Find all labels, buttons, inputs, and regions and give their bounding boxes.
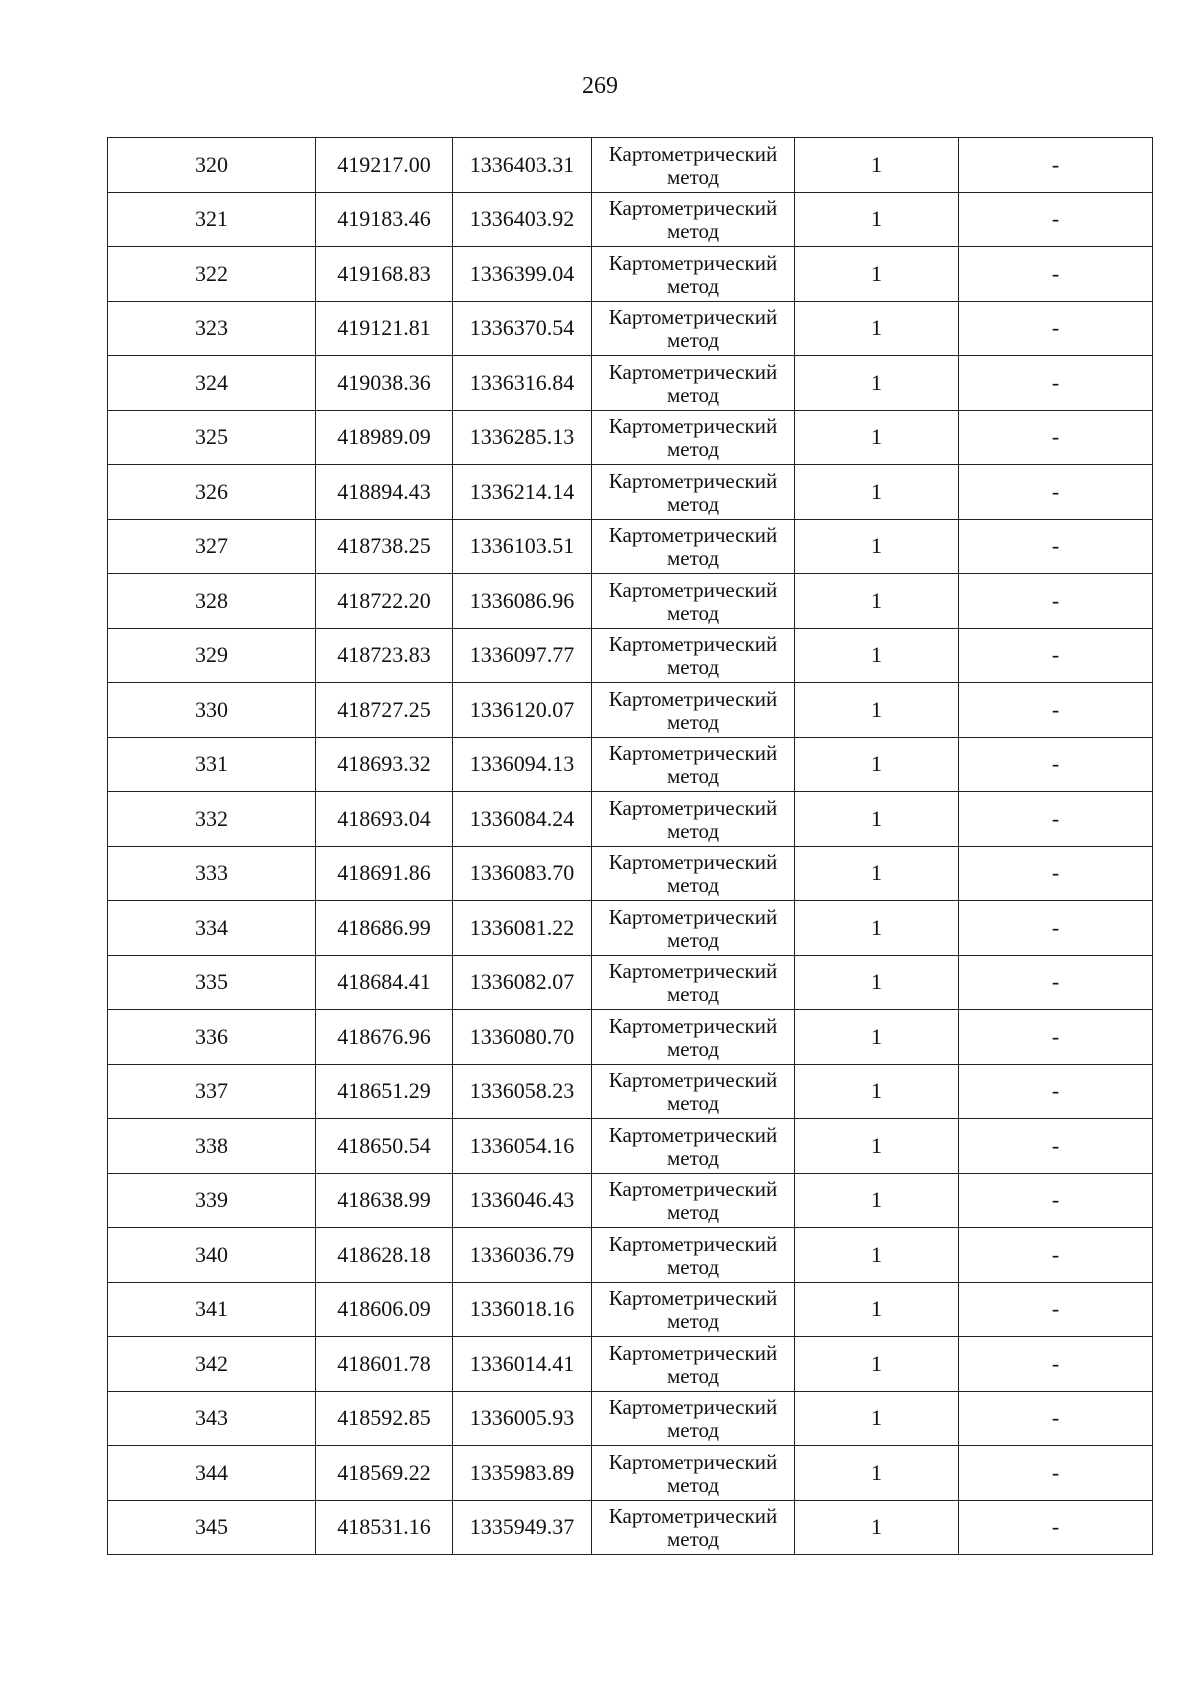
note-cell: - [959,1173,1153,1228]
y-coordinate-cell: 1336036.79 [453,1228,592,1283]
y-coordinate-cell: 1336018.16 [453,1282,592,1337]
coordinates-table-body [108,138,1153,1555]
method-cell [592,356,795,411]
table-row [108,683,1153,738]
note-cell: - [959,356,1153,411]
y-coordinate-cell: 1336214.14 [453,465,592,520]
method-cell [592,955,795,1010]
point-number-cell: 338 [108,1119,316,1174]
note-cell: - [959,1282,1153,1337]
coordinates-table [107,137,1153,1555]
accuracy-cell: 1 [795,737,959,792]
note-cell: - [959,1064,1153,1119]
note-cell: - [959,901,1153,956]
method-cell [592,301,795,356]
note-cell: - [959,683,1153,738]
method-line-2: метод [666,546,720,571]
method-cell [592,1119,795,1174]
point-number-cell: 324 [108,356,316,411]
y-coordinate-cell: 1336285.13 [453,410,592,465]
point-number-cell: 336 [108,1010,316,1065]
method-cell [592,247,795,302]
note-cell: - [959,1119,1153,1174]
table-row [108,737,1153,792]
method-line-2: метод [666,1200,720,1225]
method-line-1: Картометрический [608,850,778,875]
y-coordinate-cell: 1336058.23 [453,1064,592,1119]
accuracy-cell: 1 [795,901,959,956]
table-row [108,1500,1153,1555]
method-cell [592,628,795,683]
method-line-1: Картометрический [608,959,778,984]
method-cell [592,1173,795,1228]
method-line-1: Картометрический [608,250,778,275]
x-coordinate-cell: 418989.09 [316,410,453,465]
method-line-2: метод [666,491,720,516]
point-number-cell: 341 [108,1282,316,1337]
method-cell [592,1010,795,1065]
accuracy-cell: 1 [795,683,959,738]
table-row [108,1228,1153,1283]
point-number-cell: 342 [108,1337,316,1392]
accuracy-cell: 1 [795,846,959,901]
note-cell: - [959,792,1153,847]
note-cell: - [959,1446,1153,1501]
x-coordinate-cell: 418723.83 [316,628,453,683]
x-coordinate-cell: 418684.41 [316,955,453,1010]
method-cell [592,519,795,574]
method-line-2: метод [666,1472,720,1497]
x-coordinate-cell: 418686.99 [316,901,453,956]
method-line-2: метод [666,982,720,1007]
method-cell [592,192,795,247]
method-line-1: Картометрический [608,1231,778,1256]
method-cell [592,410,795,465]
note-cell: - [959,519,1153,574]
note-cell: - [959,574,1153,629]
accuracy-cell: 1 [795,192,959,247]
method-line-1: Картометрический [608,741,778,766]
y-coordinate-cell: 1336399.04 [453,247,592,302]
method-line-2: метод [666,1145,720,1170]
method-line-2: метод [666,873,720,898]
x-coordinate-cell: 418638.99 [316,1173,453,1228]
y-coordinate-cell: 1336120.07 [453,683,592,738]
method-line-2: метод [666,600,720,625]
table-row [108,628,1153,683]
point-number-cell: 340 [108,1228,316,1283]
x-coordinate-cell: 418676.96 [316,1010,453,1065]
accuracy-cell: 1 [795,138,959,193]
table-row [108,1064,1153,1119]
accuracy-cell: 1 [795,247,959,302]
table-row [108,138,1153,193]
point-number-cell: 322 [108,247,316,302]
method-line-1: Картометрический [608,1449,778,1474]
method-line-1: Картометрический [608,1013,778,1038]
table-row [108,574,1153,629]
method-line-1: Картометрический [608,305,778,330]
y-coordinate-cell: 1336094.13 [453,737,592,792]
y-coordinate-cell: 1336046.43 [453,1173,592,1228]
x-coordinate-cell: 418592.85 [316,1391,453,1446]
note-cell: - [959,138,1153,193]
method-cell [592,1282,795,1337]
y-coordinate-cell: 1336014.41 [453,1337,592,1392]
point-number-cell: 345 [108,1500,316,1555]
x-coordinate-cell: 418650.54 [316,1119,453,1174]
method-cell [592,792,795,847]
method-line-2: метод [666,1363,720,1388]
table-row [108,1446,1153,1501]
method-cell [592,737,795,792]
x-coordinate-cell: 418693.04 [316,792,453,847]
x-coordinate-cell: 418531.16 [316,1500,453,1555]
note-cell: - [959,1500,1153,1555]
y-coordinate-cell: 1335949.37 [453,1500,592,1555]
note-cell: - [959,1010,1153,1065]
method-line-1: Картометрический [608,141,778,166]
method-line-1: Картометрический [608,1504,778,1529]
accuracy-cell: 1 [795,1173,959,1228]
method-line-2: метод [666,164,720,189]
y-coordinate-cell: 1336054.16 [453,1119,592,1174]
method-line-1: Картометрический [608,795,778,820]
method-line-2: метод [666,1254,720,1279]
accuracy-cell: 1 [795,1282,959,1337]
method-line-2: метод [666,437,720,462]
accuracy-cell: 1 [795,1337,959,1392]
accuracy-cell: 1 [795,519,959,574]
method-line-1: Картометрический [608,359,778,384]
accuracy-cell: 1 [795,1119,959,1174]
method-line-2: метод [666,1036,720,1061]
accuracy-cell: 1 [795,301,959,356]
accuracy-cell: 1 [795,955,959,1010]
y-coordinate-cell: 1336081.22 [453,901,592,956]
x-coordinate-cell: 419168.83 [316,247,453,302]
table-row [108,1282,1153,1337]
method-cell [592,1446,795,1501]
method-line-1: Картометрический [608,1177,778,1202]
table-row [108,192,1153,247]
x-coordinate-cell: 418894.43 [316,465,453,520]
y-coordinate-cell: 1336370.54 [453,301,592,356]
method-line-1: Картометрический [608,414,778,439]
accuracy-cell: 1 [795,1064,959,1119]
method-line-2: метод [666,709,720,734]
y-coordinate-cell: 1336084.24 [453,792,592,847]
method-line-1: Картометрический [608,904,778,929]
method-cell [592,683,795,738]
y-coordinate-cell: 1336316.84 [453,356,592,411]
x-coordinate-cell: 418651.29 [316,1064,453,1119]
note-cell: - [959,628,1153,683]
method-line-1: Картометрический [608,577,778,602]
page-number: 269 [582,73,618,99]
method-line-1: Картометрический [608,1340,778,1365]
note-cell: - [959,410,1153,465]
point-number-cell: 325 [108,410,316,465]
y-coordinate-cell: 1336083.70 [453,846,592,901]
note-cell: - [959,465,1153,520]
y-coordinate-cell: 1336403.31 [453,138,592,193]
method-line-2: метод [666,1527,720,1552]
method-line-2: метод [666,219,720,244]
method-line-1: Картометрический [608,523,778,548]
x-coordinate-cell: 418738.25 [316,519,453,574]
point-number-cell: 332 [108,792,316,847]
point-number-cell: 329 [108,628,316,683]
table-row [108,955,1153,1010]
x-coordinate-cell: 419121.81 [316,301,453,356]
x-coordinate-cell: 418569.22 [316,1446,453,1501]
method-cell [592,574,795,629]
method-cell [592,846,795,901]
accuracy-cell: 1 [795,628,959,683]
method-line-2: метод [666,764,720,789]
x-coordinate-cell: 418601.78 [316,1337,453,1392]
table-row [108,901,1153,956]
method-line-1: Картометрический [608,1122,778,1147]
note-cell: - [959,301,1153,356]
point-number-cell: 321 [108,192,316,247]
method-line-1: Картометрический [608,686,778,711]
method-line-1: Картометрический [608,468,778,493]
method-line-2: метод [666,273,720,298]
method-line-2: метод [666,818,720,843]
method-cell [592,901,795,956]
table-row [108,519,1153,574]
method-line-1: Картометрический [608,1286,778,1311]
method-line-2: метод [666,927,720,952]
x-coordinate-cell: 418691.86 [316,846,453,901]
method-cell [592,1500,795,1555]
point-number-cell: 327 [108,519,316,574]
y-coordinate-cell: 1336080.70 [453,1010,592,1065]
method-line-2: метод [666,1309,720,1334]
point-number-cell: 330 [108,683,316,738]
note-cell: - [959,247,1153,302]
x-coordinate-cell: 419217.00 [316,138,453,193]
point-number-cell: 333 [108,846,316,901]
point-number-cell: 343 [108,1391,316,1446]
table-row [108,846,1153,901]
accuracy-cell: 1 [795,410,959,465]
y-coordinate-cell: 1336403.92 [453,192,592,247]
accuracy-cell: 1 [795,1228,959,1283]
method-cell [592,1228,795,1283]
table-row [108,1337,1153,1392]
table-row [108,1173,1153,1228]
method-cell [592,465,795,520]
table-row [108,301,1153,356]
y-coordinate-cell: 1336005.93 [453,1391,592,1446]
method-line-2: метод [666,382,720,407]
accuracy-cell: 1 [795,792,959,847]
accuracy-cell: 1 [795,1391,959,1446]
table-row [108,1391,1153,1446]
note-cell: - [959,846,1153,901]
point-number-cell: 328 [108,574,316,629]
table-row [108,247,1153,302]
x-coordinate-cell: 419183.46 [316,192,453,247]
y-coordinate-cell: 1336097.77 [453,628,592,683]
table-row [108,1010,1153,1065]
point-number-cell: 320 [108,138,316,193]
table-row [108,465,1153,520]
point-number-cell: 339 [108,1173,316,1228]
note-cell: - [959,1337,1153,1392]
table-row [108,356,1153,411]
table-row [108,410,1153,465]
method-line-2: метод [666,1091,720,1116]
note-cell: - [959,192,1153,247]
method-cell [592,1337,795,1392]
point-number-cell: 344 [108,1446,316,1501]
method-line-1: Картометрический [608,632,778,657]
point-number-cell: 337 [108,1064,316,1119]
note-cell: - [959,737,1153,792]
y-coordinate-cell: 1336086.96 [453,574,592,629]
method-cell [592,1391,795,1446]
accuracy-cell: 1 [795,574,959,629]
accuracy-cell: 1 [795,465,959,520]
point-number-cell: 326 [108,465,316,520]
accuracy-cell: 1 [795,1500,959,1555]
x-coordinate-cell: 418628.18 [316,1228,453,1283]
y-coordinate-cell: 1335983.89 [453,1446,592,1501]
method-cell [592,138,795,193]
method-line-2: метод [666,328,720,353]
x-coordinate-cell: 418693.32 [316,737,453,792]
method-line-2: метод [666,655,720,680]
x-coordinate-cell: 419038.36 [316,356,453,411]
accuracy-cell: 1 [795,356,959,411]
x-coordinate-cell: 418727.25 [316,683,453,738]
accuracy-cell: 1 [795,1446,959,1501]
method-line-1: Картометрический [608,196,778,221]
method-cell [592,1064,795,1119]
point-number-cell: 323 [108,301,316,356]
point-number-cell: 331 [108,737,316,792]
y-coordinate-cell: 1336103.51 [453,519,592,574]
method-line-1: Картометрический [608,1068,778,1093]
table-row [108,1119,1153,1174]
accuracy-cell: 1 [795,1010,959,1065]
note-cell: - [959,1391,1153,1446]
note-cell: - [959,955,1153,1010]
y-coordinate-cell: 1336082.07 [453,955,592,1010]
x-coordinate-cell: 418606.09 [316,1282,453,1337]
method-line-2: метод [666,1418,720,1443]
point-number-cell: 334 [108,901,316,956]
note-cell: - [959,1228,1153,1283]
table-row [108,792,1153,847]
point-number-cell: 335 [108,955,316,1010]
method-line-1: Картометрический [608,1395,778,1420]
x-coordinate-cell: 418722.20 [316,574,453,629]
